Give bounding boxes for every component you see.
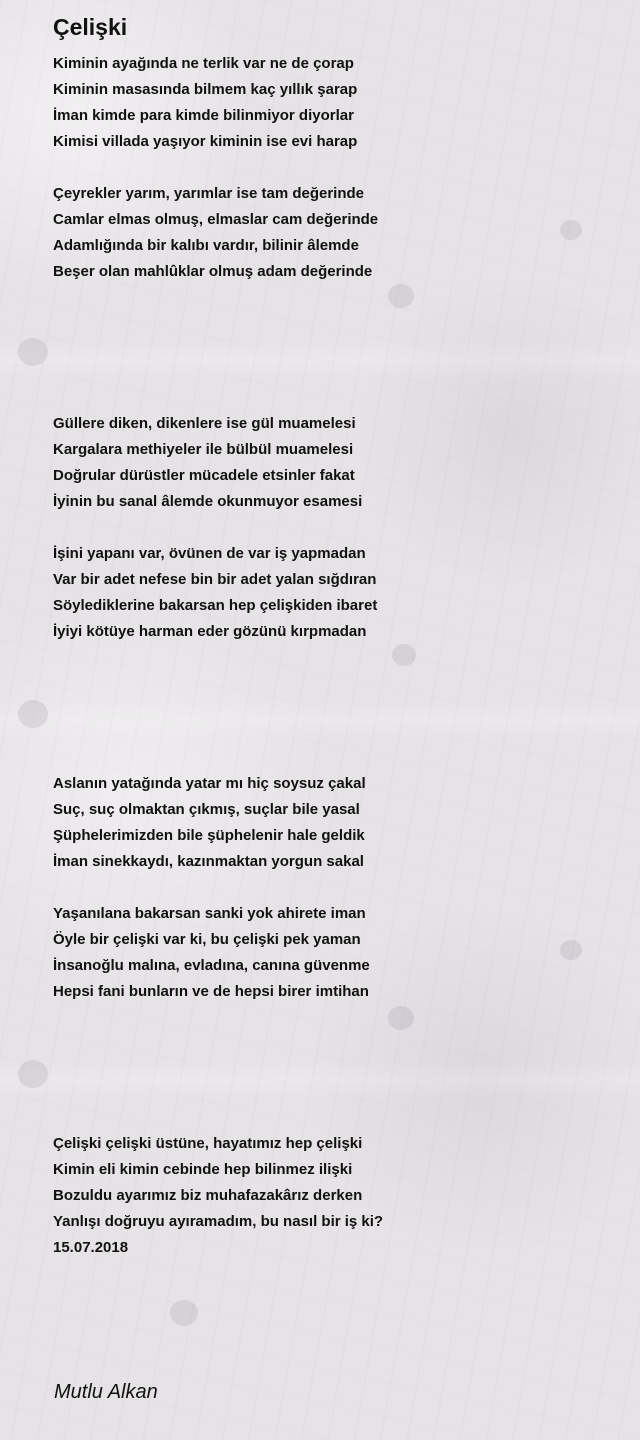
background-band: [0, 700, 640, 740]
poem-line: Suç, suç olmaktan çıkmış, suçlar bile yasal: [53, 801, 360, 818]
poem-line: Yanlışı doğruyu ayıramadım, bu nasıl bir iş ki?: [53, 1213, 384, 1230]
ink-blot-decoration: [170, 1300, 198, 1326]
ink-blot-decoration: [18, 1060, 48, 1088]
stanza-5: [53, 771, 366, 875]
poem-line: İyinin bu sanal âlemde okunmuyor esamesi: [53, 493, 363, 510]
poem-line: İman kimde para kimde bilinmiyor diyorlar: [53, 107, 354, 124]
stanza-3: [53, 411, 362, 515]
poem-line: Bozuldu ayarımız biz muhafazakârız derken: [53, 1187, 363, 1204]
stanza-1: [53, 51, 357, 155]
poem-line: İyiyi kötüye harman eder gözünü kırpmadan: [53, 623, 367, 640]
poem-line: Var bir adet nefese bin bir adet yalan sığdıran: [53, 571, 377, 588]
poem-line: İnsanoğlu malına, evladına, canına güvenme: [53, 957, 370, 974]
ink-blot-decoration: [392, 644, 416, 666]
stanza-6: [53, 901, 370, 1005]
background-band: [0, 1060, 640, 1100]
poem-line: Aslanın yatağında yatar mı hiç soysuz çakal: [53, 775, 366, 792]
poem-line: Kimisi villada yaşıyor kiminin ise evi harap: [53, 133, 358, 150]
poem-line: Kimin eli kimin cebinde hep bilinmez ilişki: [53, 1161, 353, 1178]
poem-line: Beşer olan mahlûklar olmuş adam değerinde: [53, 263, 373, 280]
poem-line: Kargalara methiyeler ile bülbül muamelesi: [53, 441, 354, 458]
background-band: [0, 340, 640, 380]
ink-blot-decoration: [560, 220, 582, 240]
ink-blot-decoration: [388, 1006, 414, 1030]
poem-line: Söylediklerine bakarsan hep çelişkiden ibaret: [53, 597, 378, 614]
stanza-7: [53, 1131, 383, 1261]
ink-blot-decoration: [560, 940, 582, 960]
poem-line: Güllere diken, dikenlere ise gül muamelesi: [53, 415, 356, 432]
poem-author: Mutlu Alkan: [54, 1381, 158, 1403]
poem-title: Çelişki: [53, 14, 128, 40]
poem-line: Doğrular dürüstler mücadele etsinler fakat: [53, 467, 355, 484]
poem-line: Camlar elmas olmuş, elmaslar cam değerinde: [53, 211, 379, 228]
ink-blot-decoration: [18, 338, 48, 366]
ink-blot-decoration: [18, 700, 48, 728]
poem-line: Kiminin ayağında ne terlik var ne de çorap: [53, 55, 354, 72]
poem-line: İşini yapanı var, övünen de var iş yapmadan: [53, 545, 366, 562]
stanza-4: [53, 541, 377, 645]
poem-line: Çeyrekler yarım, yarımlar ise tam değerinde: [53, 185, 365, 202]
poem-line: Öyle bir çelişki var ki, bu çelişki pek yaman: [53, 931, 361, 948]
stanza-2: [53, 181, 378, 285]
poem-line: Kiminin masasında bilmem kaç yıllık şarap: [53, 81, 358, 98]
poem-line: Adamlığında bir kalıbı vardır, bilinir âlemde: [53, 237, 359, 254]
ink-blot-decoration: [388, 284, 414, 308]
poem-line: İman sinekkaydı, kazınmaktan yorgun sakal: [53, 853, 364, 870]
poem-line: Hepsi fani bunların ve de hepsi birer imtihan: [53, 983, 369, 1000]
poem-line: Çelişki çelişki üstüne, hayatımız hep çelişki: [53, 1135, 363, 1152]
poem-line: Yaşanılana bakarsan sanki yok ahirete iman: [53, 905, 366, 922]
poem-line: Şüphelerimizden bile şüphelenir hale geldik: [53, 827, 365, 844]
poem-date: 15.07.2018: [53, 1239, 129, 1256]
